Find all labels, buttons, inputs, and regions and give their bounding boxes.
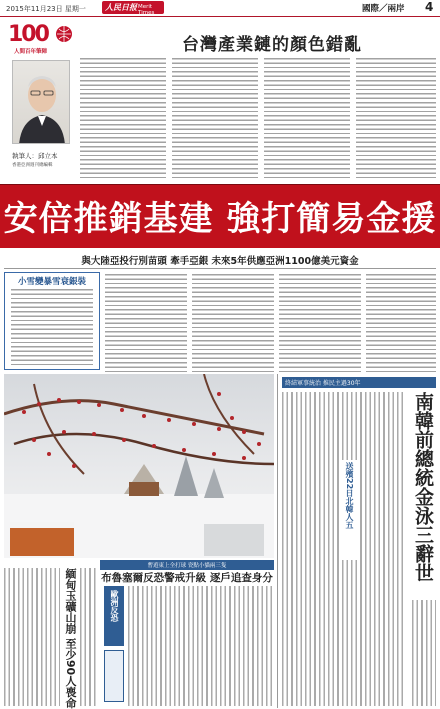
photo-caption: 暫遊東上全打球 瓷點小貓兩三隻 [100, 560, 274, 570]
brussels-tag-label: 歐洲反恐 [110, 590, 119, 622]
snow-trees-illustration [4, 374, 274, 558]
top-article-col-3 [264, 58, 350, 178]
banner-subheadline: 與大陸亞投行別苗頭 牽手亞銀 未來5年供應亞洲1100億美元資金 [81, 256, 359, 267]
author-photo [12, 60, 70, 144]
korea-headline: 南韓前總統金泳三辭世 [412, 392, 434, 582]
banner-article-col-4 [366, 274, 436, 372]
issue-date: 2015年11月23日 星期一 [6, 5, 86, 13]
anniversary-logo [8, 22, 78, 56]
top-article-col-2 [172, 58, 258, 178]
article-title: 台灣產業鏈的顏色錯亂 [182, 35, 362, 55]
korea-sub-tag-label: 送殯22日北韓人五 [345, 462, 354, 530]
top-article-col-1 [80, 58, 166, 178]
snow-box-title: 小雪變暴雪衰銀裝 [17, 277, 86, 287]
logo-en: Merit Times [138, 4, 155, 16]
snow-news-box [4, 272, 100, 370]
top-article-col-4 [356, 58, 436, 178]
section-name: 國際／兩岸 [362, 4, 405, 14]
newspaper-logo [102, 1, 164, 14]
banner-headline: 安倍推銷基建 強打簡易金援 [3, 199, 437, 239]
snow-scene-photo [4, 374, 274, 558]
korea-article-text-2 [412, 600, 436, 706]
korea-sub-tag [342, 460, 358, 560]
logo-cn: 人民日报 [105, 3, 137, 12]
brussels-tag [104, 586, 124, 646]
myanmar-article-text-2 [80, 568, 98, 706]
brussels-headline: 布魯塞爾反恐警戒升級 逐戶追查身分 [101, 572, 273, 584]
snow-box-text [11, 289, 93, 365]
column-divider [277, 374, 278, 708]
author-portrait-icon [13, 61, 70, 144]
author-byline: 執筆人：邱立本 [12, 152, 58, 160]
brussels-article-text [128, 586, 274, 706]
korea-kicker: 終結軍事統治 推民主過30年 [282, 377, 436, 388]
divider-under-subhead [4, 268, 436, 269]
banner-article-col-1 [105, 274, 187, 372]
myanmar-article-text [4, 568, 60, 706]
globe-icon [55, 25, 73, 43]
banner-article-col-2 [192, 274, 274, 372]
myanmar-headline: 緬甸玉礦山崩 至少90人喪命 [64, 568, 77, 709]
anniv-caption: 人間百年筆陣 [14, 49, 48, 55]
banner-article-col-3 [279, 274, 361, 372]
headline-banner [0, 184, 440, 248]
page-number: 4 [425, 0, 434, 14]
masthead-bar [0, 0, 440, 17]
brussels-inset-box [104, 650, 124, 702]
anniv-number: 100 [8, 22, 48, 47]
author-title: 香港亞洲週刊總編輯 [12, 163, 53, 168]
